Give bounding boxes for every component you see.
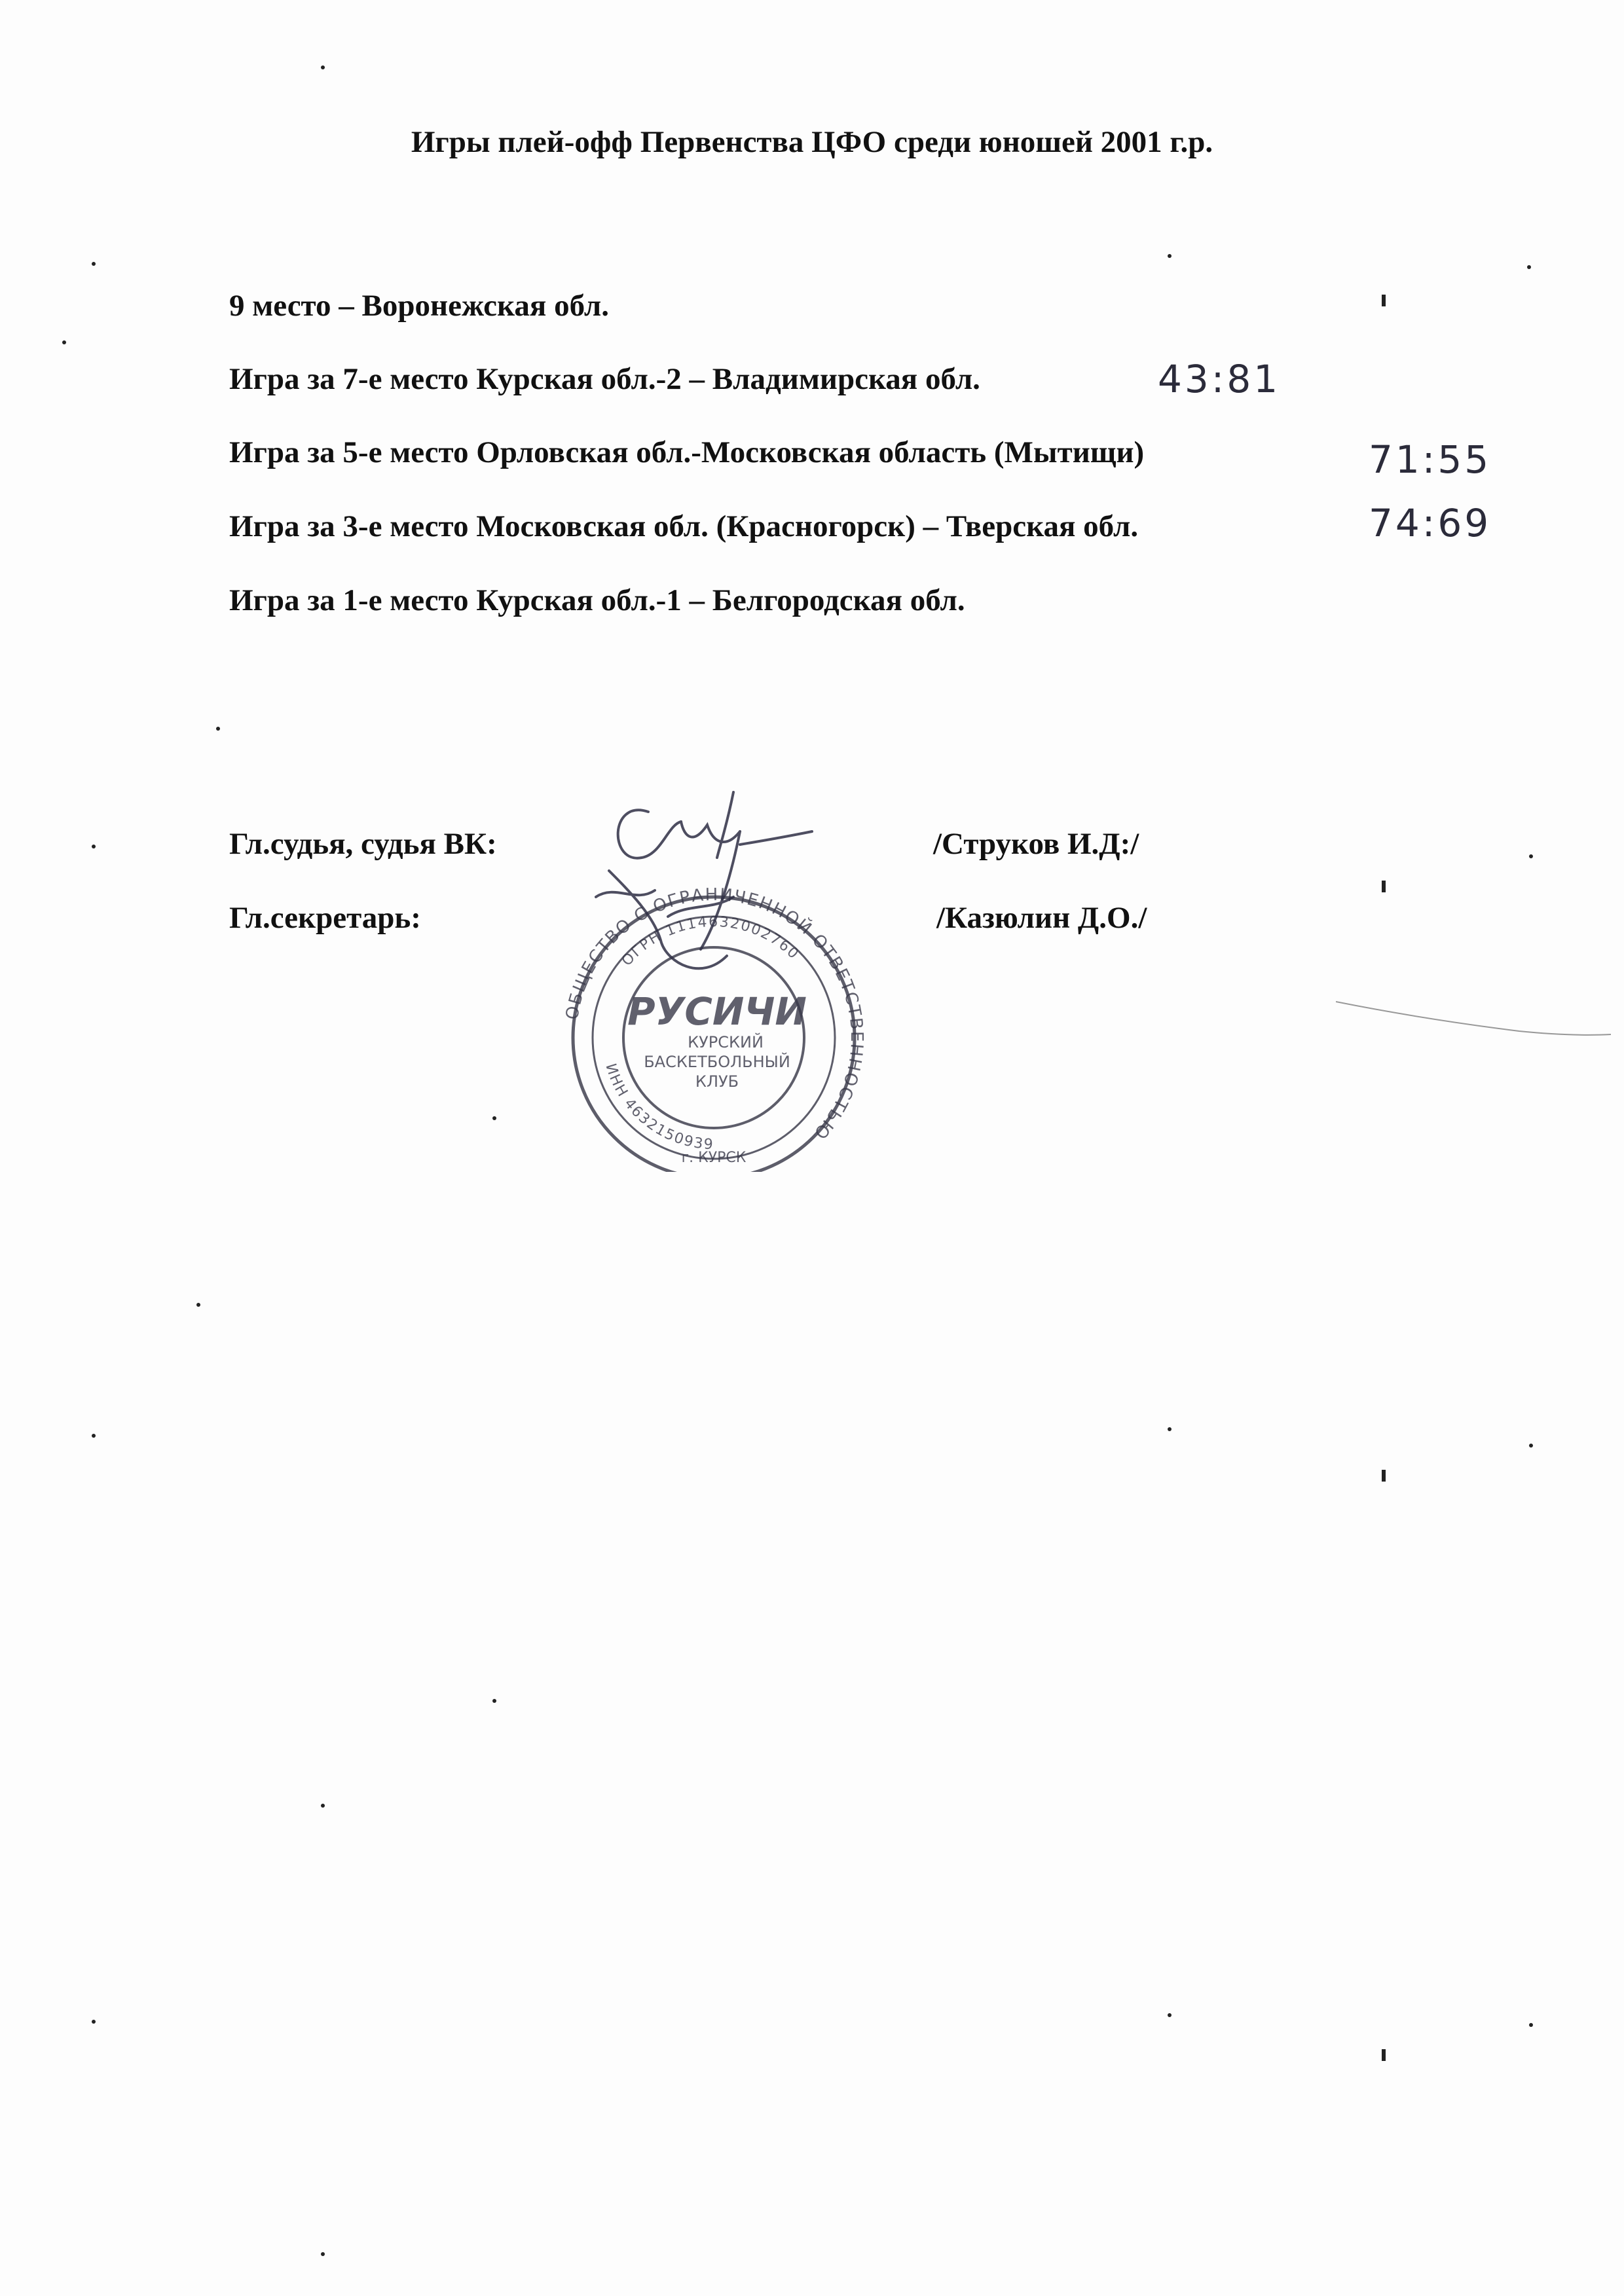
scan-mark — [1382, 881, 1386, 892]
scan-speck — [196, 1303, 200, 1307]
scan-speck — [321, 1804, 325, 1808]
result-line-9th: 9 место – Воронежская обл. — [229, 289, 610, 323]
scan-speck — [216, 727, 220, 731]
scan-speck — [1529, 2023, 1533, 2027]
stamp-city: г. КУРСК — [681, 1150, 747, 1166]
stamp-inner-line-1: КУРСКИЙ — [688, 1033, 764, 1051]
scan-mark — [1382, 2049, 1386, 2061]
signature-drawing — [570, 786, 819, 995]
chief-secretary-label: Гл.секретарь: — [229, 901, 421, 935]
scan-speck — [1527, 265, 1531, 269]
scan-mark — [1382, 295, 1386, 306]
margin-pen-stroke — [1336, 995, 1611, 1048]
scan-speck — [1529, 1444, 1533, 1448]
result-line-7th: Игра за 7-е место Курская обл.-2 – Владимирская обл. — [229, 362, 980, 396]
scan-speck — [492, 1116, 496, 1120]
scan-mark — [1382, 1470, 1386, 1482]
scan-speck — [321, 2252, 325, 2256]
scan-speck — [1168, 1427, 1172, 1431]
scan-speck — [92, 845, 96, 848]
document-title: Игры плей-офф Первенства ЦФО среди юношей 2001 г.р. — [411, 125, 1213, 159]
scan-speck — [1168, 2013, 1172, 2017]
handwritten-score-3rd: 74:69 — [1369, 501, 1492, 545]
scan-speck — [492, 1699, 496, 1703]
scan-speck — [92, 1434, 96, 1438]
scan-speck — [1168, 254, 1172, 258]
scan-speck — [92, 2020, 96, 2024]
chief-judge-name: /Струков И.Д:/ — [933, 827, 1139, 861]
scan-speck — [62, 340, 66, 344]
stamp-logo: РУСИЧИ — [627, 989, 807, 1034]
result-line-3rd: Игра за 3-е место Московская обл. (Красногорск) – Тверская обл. — [229, 509, 1139, 543]
chief-secretary-name: /Казюлин Д.О./ — [936, 901, 1147, 935]
stamp-inner-line-3: КЛУБ — [695, 1072, 739, 1091]
scan-speck — [1529, 854, 1533, 858]
scan-speck — [92, 262, 96, 266]
stamp-inner-line-2: БАСКЕТБОЛЬНЫЙ — [644, 1053, 790, 1071]
stamp-ogrn: ОГРН 1114632002760 — [618, 913, 803, 970]
stamp-outer-text: ОБЩЕСТВО С ОГРАНИЧЕННОЙ ОТВЕТСТВЕННОСТЬЮ — [562, 884, 867, 1144]
result-line-1st: Игра за 1-е место Курская обл.-1 – Белгородская обл. — [229, 583, 965, 617]
stamp-inn: ИНН 4632150939 — [602, 1061, 715, 1154]
result-line-5th: Игра за 5-е место Орловская обл.-Московская область (Мытищи) — [229, 435, 1145, 469]
scan-speck — [321, 65, 325, 69]
handwritten-score-5th: 71:55 — [1369, 437, 1492, 482]
handwritten-score-7th: 43:81 — [1158, 357, 1281, 401]
chief-judge-label: Гл.судья, судья ВК: — [229, 827, 497, 861]
